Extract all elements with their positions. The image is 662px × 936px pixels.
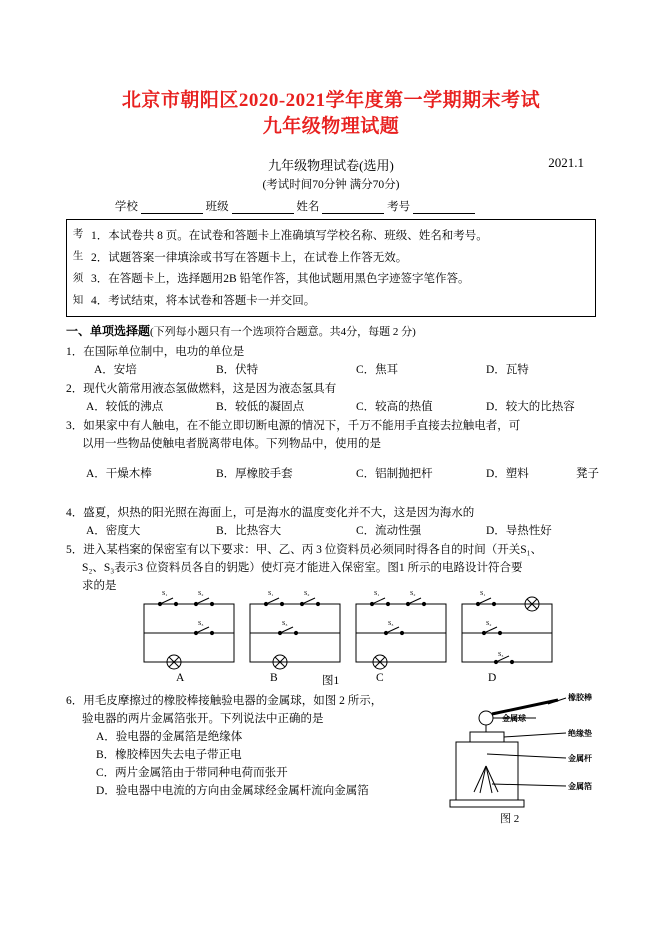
svg-text:金属杆: 金属杆 xyxy=(568,754,592,763)
question-4 xyxy=(66,504,606,540)
svg-text:S₁: S₁ xyxy=(162,591,168,597)
svg-text:S₂: S₂ xyxy=(304,591,310,597)
notice-item: 1．本试卷共 8 页。在试卷和答题卡上准确填写学校名称、班级、姓名和考号。 xyxy=(91,230,488,242)
question-4-option-c[interactable]: C．流动性强 xyxy=(356,525,422,537)
circuit-label-c: C xyxy=(376,672,384,684)
question-3 xyxy=(66,417,606,483)
question-1-text: 在国际单位制中，电功的单位是 xyxy=(83,346,245,358)
electroscope-svg xyxy=(440,688,640,823)
question-2-option-a[interactable]: A．较低的沸点 xyxy=(86,401,164,413)
figure-1-caption: 图1 xyxy=(322,675,340,687)
question-1-options xyxy=(66,361,606,379)
title-line-1: 北京市朝阳区2020-2021学年度第一学期期末考试 xyxy=(121,90,541,111)
title-line-2: 九年级物理试题 xyxy=(262,116,400,137)
question-6-number: 6． xyxy=(66,695,84,707)
svg-text:S₁: S₁ xyxy=(268,591,274,597)
question-1-option-c[interactable]: C．焦耳 xyxy=(356,364,399,376)
question-4-number: 4． xyxy=(66,507,84,519)
question-1-option-d[interactable]: D．瓦特 xyxy=(486,364,529,376)
question-4-option-d[interactable]: D．导热性好 xyxy=(486,525,552,537)
question-3-option-b[interactable]: B．厚橡胶手套 xyxy=(216,468,293,480)
question-3-options xyxy=(66,465,606,483)
question-6 xyxy=(66,692,446,800)
question-4-option-a[interactable]: A．密度大 xyxy=(86,525,141,537)
svg-text:S₃: S₃ xyxy=(198,621,204,627)
svg-text:S₃: S₃ xyxy=(498,652,504,658)
question-6-option-a[interactable]: A．验电器的金属箔是绝缘体 xyxy=(96,731,243,743)
circuit-diagrams-figure-1 xyxy=(140,591,560,676)
field-blank-name[interactable] xyxy=(322,201,384,214)
circuit-option-labels xyxy=(66,672,606,688)
figure-2-electroscope xyxy=(440,688,640,818)
circuit-svg xyxy=(140,591,560,676)
question-6-option-c[interactable]: C．两片金属箔由于带同种电荷而张开 xyxy=(96,767,288,779)
student-fill-row xyxy=(0,198,662,214)
question-2-options xyxy=(66,398,606,416)
question-5 xyxy=(66,541,606,595)
subject-line-row xyxy=(0,155,662,174)
svg-text:S₃: S₃ xyxy=(388,621,394,627)
question-5-text-2: S₂、S₃表示3 位资料员各自的钥匙）使灯亮才能进入保密室。图1 所示的电路设计符合要 xyxy=(82,562,523,574)
question-2-number: 2． xyxy=(66,383,84,395)
field-label-school: 学校 xyxy=(114,201,138,213)
svg-text:S₂: S₂ xyxy=(410,591,416,597)
question-4-stem xyxy=(66,504,606,522)
question-3-text: 如果家中有人触电，在不能立即切断电源的情况下，千万不能用手直接去拉触电者，可 xyxy=(83,420,521,432)
question-6-text-2: 验电器的两片金属箔张开。下列说法中正确的是 xyxy=(82,713,324,725)
notice-item: 4．考试结束，将本试卷和答题卡一并交回。 xyxy=(91,294,316,307)
field-blank-class[interactable] xyxy=(232,201,294,214)
subject-line: 九年级物理试卷(选用) xyxy=(268,158,394,173)
svg-text:绝缘垫: 绝缘垫 xyxy=(568,729,592,738)
question-2-option-d[interactable]: D．较大的比热容 xyxy=(486,401,575,413)
notice-box xyxy=(66,219,596,317)
question-6-option-b[interactable]: B．橡胶棒因失去电子带正电 xyxy=(96,749,242,761)
figure-2-caption: 图 2 xyxy=(500,813,520,825)
section-heading-text: 一、单项选择题 xyxy=(66,324,151,338)
question-3-option-d-cont[interactable]: 凳子 xyxy=(576,468,599,480)
question-1-option-b[interactable]: B．伏特 xyxy=(216,364,259,376)
question-6-text: 用毛皮摩擦过的橡胶棒接触验电器的金属球，如图 2 所示， xyxy=(83,695,383,707)
question-1-number: 1． xyxy=(66,346,84,358)
field-blank-number[interactable] xyxy=(413,201,475,214)
question-3-option-a[interactable]: A．干燥木棒 xyxy=(86,468,152,480)
svg-text:金属箔: 金属箔 xyxy=(568,782,592,791)
question-5-text-3: 求的是 xyxy=(82,580,117,592)
exam-date: 2021.1 xyxy=(548,155,584,170)
question-2-option-c[interactable]: C．较高的热值 xyxy=(356,401,433,413)
notice-side-label: 考 生 须 知 xyxy=(72,229,84,306)
svg-text:S₂: S₂ xyxy=(198,591,204,597)
question-3-stem xyxy=(66,417,606,435)
svg-text:金属球: 金属球 xyxy=(502,714,526,723)
question-1-stem xyxy=(66,343,606,361)
exam-info: (考试时间70分钟 满分70分) xyxy=(262,179,400,191)
question-1-option-a[interactable]: A．安培 xyxy=(94,364,137,376)
page-title xyxy=(0,88,662,140)
question-3-text-2: 以用一些物品使触电者脱离带电体。下列物品中，使用的是 xyxy=(82,438,381,450)
question-4-option-b[interactable]: B．比热容大 xyxy=(216,525,282,537)
question-4-text: 盛夏，炽热的阳光照在海面上，可是海水的温度变化并不大，这是因为海水的 xyxy=(83,507,475,519)
field-blank-school[interactable] xyxy=(141,201,203,214)
field-label-class: 班级 xyxy=(205,201,229,213)
notice-item: 3．在答题卡上，选择题用2B 铅笔作答，其他试题用黑色字迹签字笔作答。 xyxy=(91,273,470,285)
svg-text:S₁: S₁ xyxy=(374,591,380,597)
question-6-option-d[interactable]: D．验电器中电流的方向由金属球经金属杆流向金属箔 xyxy=(96,785,369,797)
svg-text:S₃: S₃ xyxy=(282,621,288,627)
question-4-options xyxy=(66,522,606,540)
question-3-option-d[interactable]: D．塑料 xyxy=(486,468,529,480)
question-1 xyxy=(66,343,606,379)
question-2-text: 现代火箭常用液态氢做燃料，这是因为液态氢具有 xyxy=(83,383,337,395)
question-2-stem xyxy=(66,380,606,398)
question-2-option-b[interactable]: B．较低的凝固点 xyxy=(216,401,305,413)
svg-text:橡胶棒: 橡胶棒 xyxy=(568,693,592,702)
svg-text:S₂: S₂ xyxy=(486,621,492,627)
question-2 xyxy=(66,380,606,416)
section-heading xyxy=(66,322,606,339)
circuit-label-a: A xyxy=(176,672,185,684)
question-3-number: 3． xyxy=(66,420,84,432)
question-3-option-c[interactable]: C．铝制抛把杆 xyxy=(356,468,433,480)
question-5-number: 5． xyxy=(66,544,84,556)
question-5-text: 进入某档案的保密室有以下要求：甲、乙、丙 3 位资料员必须同时得各自的时间（开关S₁、 xyxy=(83,544,543,556)
circuit-label-d: D xyxy=(488,672,497,684)
circuit-label-b: B xyxy=(270,672,278,684)
svg-text:S₁: S₁ xyxy=(480,591,486,597)
field-label-number: 考号 xyxy=(387,201,411,213)
notice-item: 2．试题答案一律填涂或书写在答题卡上，在试卷上作答无效。 xyxy=(91,251,408,264)
field-label-name: 姓名 xyxy=(296,201,320,213)
question-5-stem xyxy=(66,541,606,559)
question-6-stem xyxy=(66,695,382,707)
section-heading-note: (下列每小题只有一个选项符合题意。共4分，每题 2 分) xyxy=(150,326,416,338)
notice-body xyxy=(91,226,589,312)
